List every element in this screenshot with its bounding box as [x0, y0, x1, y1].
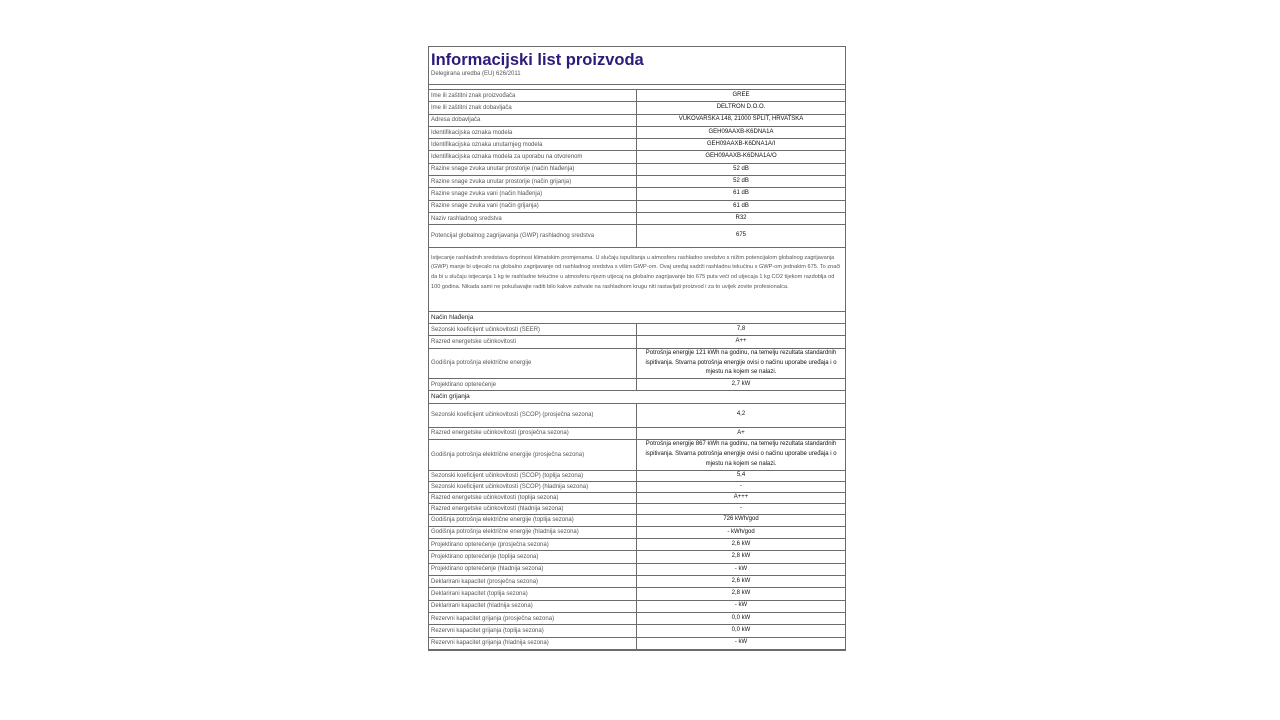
- table-row: [429, 349, 845, 380]
- row-value: 675: [735, 232, 746, 239]
- row-value: 2,6 kW: [731, 540, 751, 547]
- table-row: [429, 539, 845, 551]
- table-row: [429, 625, 845, 637]
- row-label: Razine snage zvuka unutar prostorije (način grijanja): [429, 176, 637, 187]
- table-row: [429, 504, 845, 515]
- row-value: - kW: [734, 639, 748, 646]
- row-value: GEH09AAXB-K6DNA1A/O: [705, 153, 777, 160]
- row-value: A+: [737, 429, 745, 436]
- row-label: Deklarirani kapacitet (hladnija sezona): [429, 601, 637, 612]
- row-value: - kWh/god: [727, 528, 755, 535]
- row-value: 52 dB: [733, 177, 749, 184]
- row-label: Sezonski koeficijent učinkovitosti (SCOP) (hladnija sezona): [429, 482, 637, 492]
- row-label: Ime ili zaštitni znak dobavljača: [429, 102, 637, 113]
- row-label: Identifikacijska oznaka unutarnjeg modela: [429, 139, 637, 150]
- table-row: [429, 564, 845, 576]
- row-label: Sezonski koeficijent učinkovitosti (SCOP) (prosječna sezona): [429, 404, 637, 427]
- row-value: - kW: [734, 565, 748, 572]
- row-label: Godišnja potrošnja električne energije (toplija sezona): [429, 515, 637, 526]
- table-row: [429, 201, 845, 213]
- row-label: Razine snage zvuka vani (način hlađenja): [429, 188, 637, 199]
- row-value: GEH09AAXB-K6DNA1A: [708, 128, 774, 135]
- row-value: GEH09AAXB-K6DNA1A/I: [706, 141, 776, 148]
- row-value: 7,8: [736, 325, 746, 332]
- row-value: A++: [735, 338, 747, 345]
- table-row: [429, 151, 845, 163]
- row-value: 61 dB: [733, 202, 749, 209]
- row-value: 2,8 kW: [731, 590, 751, 597]
- sheet-title: Informacijski list proizvoda: [431, 51, 644, 69]
- table-row: [429, 493, 845, 504]
- table-row: [429, 404, 845, 428]
- product-information-sheet: [428, 46, 846, 651]
- row-value: Potrošnja energije 121 kWh na godinu, na temelju rezultata standardnih ispitivanja. Stvarna potrošnja energije ovisi o načinu uporabe uređaja i o mjestu na kojem se nalazi.: [645, 350, 837, 376]
- table-row: [429, 428, 845, 440]
- table-row: [429, 379, 845, 391]
- table-row: [429, 482, 845, 493]
- row-value: -: [740, 504, 742, 511]
- row-value: 0,0 kW: [731, 627, 751, 634]
- table-row: [429, 90, 845, 102]
- row-label: Identifikacijska oznaka modela: [429, 127, 637, 138]
- table-row: [429, 576, 845, 588]
- row-label: Rezervni kapacitet grijanja (toplija sezona): [429, 625, 637, 636]
- row-label: Razred energetske učinkovitosti (prosječna sezona): [429, 428, 637, 439]
- row-label: Razine snage zvuka vani (način grijanja): [429, 201, 637, 212]
- table-row: [429, 515, 845, 527]
- row-value: DELTRON D.O.O.: [716, 104, 766, 111]
- table-row: [429, 102, 845, 114]
- table-row: [429, 613, 845, 625]
- row-value: 726 kWh/god: [723, 516, 759, 523]
- table-row: [429, 440, 845, 471]
- table-row: [429, 139, 845, 151]
- row-label: Razine snage zvuka unutar prostorije (način hlađenja): [429, 164, 637, 175]
- row-value: GREE: [732, 91, 750, 98]
- row-label: Identifikacijska oznaka modela za uporabu na otvorenom: [429, 151, 637, 162]
- table-row: [429, 127, 845, 139]
- table-row: [429, 601, 845, 613]
- row-value: Potrošnja energije 867 kWh na godinu, na temelju rezultata standardnih ispitivanja. Stvarna potrošnja energije ovisi o načinu uporabe uređaja i o mjestu na kojem se nalazi.: [645, 441, 837, 467]
- row-label: Razred energetske učinkovitosti (toplija sezona): [429, 493, 637, 503]
- row-value: A+++: [733, 493, 749, 500]
- row-label: Godišnja potrošnja električne energije (hladnija sezona): [429, 527, 637, 538]
- cooling-section-heading: Način hlađenja: [429, 312, 845, 324]
- row-label: Ime ili zaštitni znak proizvođača: [429, 90, 637, 101]
- row-value: 5,4: [736, 471, 746, 478]
- row-label: Sezonski koeficijent učinkovitosti (SEER): [429, 324, 637, 335]
- table-row: [429, 176, 845, 188]
- row-label: Naziv rashladnog sredstva: [429, 213, 637, 224]
- row-label: Projektirano opterećenje (prosječna sezona): [429, 539, 637, 550]
- row-value: - kW: [734, 602, 748, 609]
- table-row: [429, 471, 845, 482]
- row-value: 0,0 kW: [731, 614, 751, 621]
- row-label: Rezervni kapacitet grijanja (prosječna sezona): [429, 613, 637, 624]
- table-row: [429, 164, 845, 176]
- table-row: [429, 324, 845, 336]
- row-label: Projektirano opterećenje (toplija sezona): [429, 551, 637, 562]
- row-label: Adresa dobavljača: [429, 115, 637, 126]
- refrigerant-notice: Istjecanje rashladnih sredstava doprinosi klimatskim promjenama. U slučaju ispuštanja u atmosferu rashladno sredstvo s nižim potencijalom globalnog zagrijavanja (GWP) manje bi utjecalo na globalno zagrijavanje od rashladnog sredstva s višim GWP-om. Ovaj uređaj sadrži rashladnu tekućinu s GWP-om jednakim 675. To znači da bi u slučaju istjecanja 1 kg te rashladne tekućine u atmosferu njezin utjecaj na globalno zagrijavanje bio 675 puta veći od utjecaja 1 kg CO2 tijekom razdoblja od 100 godina. Nikada sami ne pokušavajte raditi bilo kakve zahvate na rashladnom krugu niti rastavljati proizvod i za to uvijek zovite profesionalca.: [429, 248, 845, 312]
- row-label: Sezonski koeficijent učinkovitosti (SCOP) (toplija sezona): [429, 471, 637, 481]
- row-label: Deklarirani kapacitet (prosječna sezona): [429, 576, 637, 587]
- row-label: Rezervni kapacitet grijanja (hladnija sezona): [429, 638, 637, 649]
- sheet-header: [429, 47, 845, 85]
- heating-section-heading: Način grijanja: [429, 391, 845, 403]
- table-row: [429, 213, 845, 225]
- sheet-subtitle: Delegirana uredba (EU) 626/2011: [431, 71, 521, 77]
- row-value: 61 dB: [733, 190, 749, 197]
- row-label: Potencijal globalnog zagrijavanja (GWP) rashladnog sredstva: [429, 225, 637, 247]
- table-row: [429, 638, 845, 650]
- row-value: R32: [735, 214, 747, 221]
- row-value: 2,8 kW: [731, 553, 751, 560]
- row-value: -: [740, 482, 742, 489]
- row-label: Projektirano opterećenje: [429, 379, 637, 390]
- table-row: [429, 588, 845, 600]
- table-row: [429, 336, 845, 348]
- row-label: Razred energetske učinkovitosti (hladnija sezona): [429, 504, 637, 514]
- row-value: VUKOVARSKA 148, 21000 SPLIT, HRVATSKA: [678, 116, 804, 123]
- row-label: Deklarirani kapacitet (toplija sezona): [429, 588, 637, 599]
- table-row: [429, 527, 845, 539]
- row-value: 4,2: [736, 411, 746, 418]
- row-label: Godišnja potrošnja električne energije: [429, 349, 637, 379]
- table-row: [429, 115, 845, 127]
- table-row: [429, 551, 845, 563]
- row-value: 52 dB: [733, 165, 749, 172]
- row-value: 2,7 kW: [731, 381, 751, 387]
- row-label: Godišnja potrošnja električne energije (prosječna sezona): [429, 440, 637, 470]
- table-row-gwp: [429, 225, 845, 248]
- row-value: 2,6 kW: [731, 577, 751, 584]
- row-label: Razred energetske učinkovitosti: [429, 336, 637, 347]
- row-label: Projektirano opterećenje (hladnija sezona): [429, 564, 637, 575]
- table-row: [429, 188, 845, 200]
